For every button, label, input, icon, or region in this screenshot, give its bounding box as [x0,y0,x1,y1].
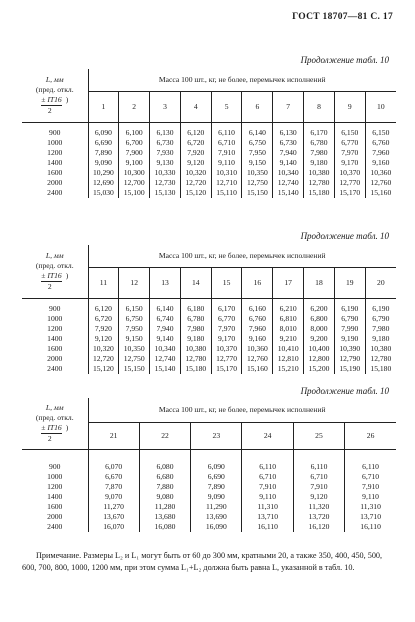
column-header: 4 [180,92,211,123]
mass-cell: 6,790 [334,314,365,324]
mass-cell: 6,780 [180,314,211,324]
column-header: 11 [88,268,119,299]
mass-cell: 6,130 [273,128,304,138]
mass-cell: 6,140 [150,304,181,314]
mass-cell: 6,760 [372,138,390,147]
mass-cell: 7,890 [88,148,119,158]
mass-cell: 13,690 [191,512,242,522]
length-cell: 1000 [22,138,88,148]
mass-cell: 9,180 [304,158,335,168]
mass-cell: 11,270 [88,502,139,512]
mass-cell: 15,150 [119,364,150,374]
table-row [22,492,396,502]
mass-cell: 10,350 [242,168,273,178]
column-header: 17 [273,268,304,299]
mass-cell: 15,140 [150,364,181,374]
mass-cell: 9,160 [242,334,273,344]
row-header-tolerance: (пред. откл. [35,412,74,422]
length-cell: 2400 [22,364,88,374]
length-cell: 900 [22,304,88,314]
length-cell: 1400 [22,334,88,344]
mass-cell: 10,290 [88,168,119,178]
length-cell: 1000 [22,314,88,324]
mass-cell: 9,210 [273,334,304,344]
mass-cell: 12,730 [150,178,181,188]
table-caption: Масса 100 шт., кг, не более, перемычек исполнений [88,69,396,92]
mass-cell: 12,760 [242,354,273,364]
table-row [22,178,396,188]
row-header-fraction-den: 2 [47,105,52,115]
mass-cell: 10,320 [180,168,211,178]
table-row [22,482,396,492]
mass-table-3 [22,398,396,532]
mass-cell: 6,130 [150,128,181,138]
mass-cell: 15,100 [119,188,150,198]
mass-cell: 9,150 [119,334,150,344]
row-header-fraction-num: ± IT16 [41,94,62,104]
mass-cell: 6,110 [242,462,293,472]
footnote: Примечание. Размеры L₂ и L₁ могут быть от 60 до 300 мм, кратными 20, а также 350, 400, 450, 500, 600, 700, 800, 1000, 1200 мм, при этом сумма L₁+L₂ должна быть равна L, указанной в табл. 10. [22,551,383,572]
mass-cell: 6,750 [119,314,150,324]
length-cell: 1200 [22,324,88,334]
length-cell: 900 [22,128,88,138]
mass-cell: 10,350 [119,344,150,354]
table-row [22,188,396,198]
mass-cell: 12,750 [119,354,150,364]
row-header-close-paren: ) [65,94,69,104]
mass-cell: 7,900 [119,148,150,158]
mass-cell: 6,770 [334,138,365,148]
mass-cell: 12,720 [88,354,119,364]
table-row [22,512,396,522]
mass-cell: 16,070 [88,522,139,532]
table-row [22,304,396,314]
mass-cell: 9,200 [304,334,335,344]
mass-cell: 7,980 [372,324,390,333]
mass-cell: 7,960 [372,148,390,157]
column-header: 16 [242,268,273,299]
mass-cell: 12,760 [370,178,392,187]
mass-cell: 15,140 [273,188,304,198]
mass-cell: 6,190 [334,304,365,314]
mass-cell: 9,110 [362,492,379,501]
table-row [22,158,396,168]
mass-cell: 6,170 [211,304,242,314]
mass-cell: 16,080 [139,522,190,532]
mass-cell: 9,140 [273,158,304,168]
mass-cell: 11,320 [293,502,344,512]
table-row [22,138,396,148]
mass-cell: 15,120 [88,364,119,374]
column-header: 12 [119,268,150,299]
mass-cell: 7,910 [362,482,380,491]
mass-cell: 7,930 [150,148,181,158]
mass-cell: 10,400 [304,344,335,354]
mass-cell: 15,180 [370,364,392,373]
mass-cell: 6,710 [211,138,242,148]
mass-cell: 7,950 [242,148,273,158]
table-row [22,462,396,472]
length-cell: 1200 [22,482,88,492]
mass-cell: 15,180 [304,188,335,198]
length-cell: 1400 [22,158,88,168]
length-cell: 900 [22,462,88,472]
mass-cell: 6,810 [273,314,304,324]
mass-cell: 7,920 [88,324,119,334]
mass-cell: 6,710 [362,472,380,481]
mass-cell: 9,170 [334,158,365,168]
column-header: 25 [293,423,344,450]
mass-cell: 6,800 [304,314,335,324]
mass-cell: 10,360 [370,168,392,177]
row-header-l: L, мм [45,402,64,412]
mass-cell: 6,210 [273,304,304,314]
row-header-fraction-den: 2 [47,281,52,291]
table-row [22,168,396,178]
column-header: 7 [273,92,304,123]
mass-cell: 6,070 [88,462,139,472]
mass-cell: 6,120 [88,304,119,314]
mass-cell: 12,770 [211,354,242,364]
row-header-fraction-den: 2 [47,433,52,443]
row-header-tolerance: (пред. откл. [35,260,74,270]
mass-cell: 15,150 [242,188,273,198]
mass-cell: 6,730 [150,138,181,148]
mass-cell: 6,150 [119,304,150,314]
mass-cell: 6,140 [242,128,273,138]
continuation-label-3: Продолжение табл. 10 [300,386,389,396]
row-header-cell [22,69,88,123]
column-header: 3 [150,92,181,123]
column-header: 2 [119,92,150,123]
mass-cell: 16,090 [191,522,242,532]
mass-cell: 6,790 [372,314,390,323]
mass-cell: 6,160 [242,304,273,314]
mass-cell: 9,070 [88,492,139,502]
mass-cell: 10,320 [88,344,119,354]
mass-cell: 10,380 [370,344,392,353]
mass-cell: 12,780 [304,178,335,188]
mass-cell: 7,870 [88,482,139,492]
length-cell: 2000 [22,512,88,522]
mass-cell: 6,720 [88,314,119,324]
mass-cell: 15,170 [334,188,365,198]
mass-cell: 13,680 [139,512,190,522]
mass-cell: 9,110 [211,158,242,168]
table-caption: Масса 100 шт., кг, не более, перемычек исполнений [88,245,396,268]
mass-cell: 10,390 [334,344,365,354]
row-header-fraction-num: ± IT16 [41,422,62,432]
mass-cell: 10,310 [211,168,242,178]
mass-cell: 10,340 [150,344,181,354]
mass-cell: 7,990 [334,324,365,334]
mass-cell: 15,030 [88,188,119,198]
mass-cell: 12,790 [334,354,365,364]
mass-cell: 9,140 [150,334,181,344]
mass-cell: 6,150 [334,128,365,138]
mass-cell: 7,910 [242,482,293,492]
mass-cell: 13,710 [360,512,382,521]
mass-cell: 6,110 [362,462,379,471]
mass-cell: 9,080 [139,492,190,502]
mass-cell: 13,670 [88,512,139,522]
length-cell: 1600 [22,502,88,512]
row-header-close-paren: ) [65,422,69,432]
column-header: 5 [211,92,242,123]
mass-cell: 9,180 [372,334,390,343]
mass-cell: 9,090 [191,492,242,502]
mass-cell: 8,000 [304,324,335,334]
row-header-l: L, мм [45,74,64,84]
column-header: 24 [242,423,293,450]
column-header: 18 [304,268,335,299]
table-row [22,364,396,374]
mass-cell: 12,710 [211,178,242,188]
length-cell: 2400 [22,522,88,532]
mass-cell: 7,970 [211,324,242,334]
mass-cell: 10,410 [273,344,304,354]
mass-cell: 12,690 [88,178,119,188]
mass-cell: 6,720 [180,138,211,148]
mass-cell: 6,730 [273,138,304,148]
mass-cell: 6,110 [211,128,242,138]
table-row [22,354,396,364]
table-row [22,314,396,324]
mass-cell: 10,370 [334,168,365,178]
mass-cell: 10,360 [242,344,273,354]
mass-cell: 6,710 [242,472,293,482]
mass-cell: 15,200 [304,364,335,374]
mass-cell: 9,180 [180,334,211,344]
mass-cell: 6,190 [372,304,390,313]
table-row [22,128,396,138]
mass-cell: 12,780 [370,354,392,363]
mass-cell: 6,150 [372,128,390,137]
mass-cell: 6,180 [180,304,211,314]
mass-cell: 12,780 [180,354,211,364]
mass-cell: 15,160 [242,364,273,374]
mass-cell: 6,090 [191,462,242,472]
mass-cell: 11,310 [242,502,293,512]
mass-table-1 [22,69,396,198]
length-cell: 1600 [22,344,88,354]
mass-cell: 15,120 [180,188,211,198]
mass-cell: 10,370 [211,344,242,354]
mass-cell: 6,740 [150,314,181,324]
mass-cell: 6,670 [88,472,139,482]
mass-cell: 7,950 [119,324,150,334]
mass-cell: 6,770 [211,314,242,324]
mass-cell: 12,700 [119,178,150,188]
table-row [22,502,396,512]
length-cell: 1600 [22,168,88,178]
column-header: 9 [334,92,365,123]
column-header: 1 [88,92,119,123]
mass-cell: 13,720 [293,512,344,522]
length-cell: 1000 [22,472,88,482]
mass-cell: 12,770 [334,178,365,188]
mass-cell: 9,190 [334,334,365,344]
table-row [22,334,396,344]
continuation-label-1: Продолжение табл. 10 [300,55,389,65]
mass-cell: 6,710 [293,472,344,482]
mass-cell: 16,110 [360,522,381,531]
mass-cell: 16,120 [293,522,344,532]
table-caption: Масса 100 шт., кг, не более, перемычек исполнений [88,398,396,423]
mass-cell: 7,970 [334,148,365,158]
mass-cell: 12,800 [304,354,335,364]
mass-cell: 7,910 [293,482,344,492]
mass-cell: 15,110 [211,188,242,198]
column-header: 21 [88,423,139,450]
mass-cell: 10,330 [150,168,181,178]
mass-cell: 6,780 [304,138,335,148]
table-row [22,324,396,334]
mass-cell: 6,120 [180,128,211,138]
column-header: 23 [191,423,242,450]
row-header-fraction-num: ± IT16 [41,270,62,280]
mass-cell: 9,160 [372,158,390,167]
mass-cell: 6,080 [139,462,190,472]
mass-cell: 9,120 [293,492,344,502]
length-cell: 2400 [22,188,88,198]
column-header: 20 [365,268,396,299]
mass-cell: 10,380 [304,168,335,178]
column-header: 6 [242,92,273,123]
mass-cell: 9,170 [211,334,242,344]
mass-cell: 7,920 [180,148,211,158]
mass-cell: 11,310 [360,502,381,511]
mass-cell: 7,910 [211,148,242,158]
mass-cell: 15,190 [334,364,365,374]
continuation-label-2: Продолжение табл. 10 [300,231,389,241]
mass-cell: 6,690 [191,472,242,482]
mass-cell: 6,750 [242,138,273,148]
mass-cell: 6,110 [293,462,344,472]
mass-cell: 7,940 [273,148,304,158]
table-row [22,472,396,482]
mass-cell: 7,980 [180,324,211,334]
length-cell: 1200 [22,148,88,158]
mass-cell: 6,090 [88,128,119,138]
table-row [22,522,396,532]
mass-cell: 9,100 [119,158,150,168]
mass-cell: 15,210 [273,364,304,374]
mass-cell: 9,110 [242,492,293,502]
length-cell: 2000 [22,354,88,364]
row-header-cell [22,398,88,450]
length-cell: 2000 [22,178,88,188]
mass-cell: 6,170 [304,128,335,138]
mass-cell: 9,130 [150,158,181,168]
mass-cell: 6,100 [119,128,150,138]
mass-cell: 7,960 [242,324,273,334]
mass-cell: 6,680 [139,472,190,482]
mass-cell: 6,690 [88,138,119,148]
column-header: 8 [304,92,335,123]
mass-cell: 10,300 [119,168,150,178]
mass-cell: 15,160 [370,188,392,197]
table-row [22,344,396,354]
mass-cell: 6,700 [119,138,150,148]
mass-cell: 12,740 [273,178,304,188]
mass-cell: 12,810 [273,354,304,364]
mass-cell: 6,200 [304,304,335,314]
mass-cell: 15,130 [150,188,181,198]
column-header: 19 [334,268,365,299]
mass-cell: 15,170 [211,364,242,374]
row-header-cell [22,245,88,299]
row-header-close-paren: ) [65,270,69,280]
mass-cell: 11,290 [191,502,242,512]
mass-cell: 15,180 [180,364,211,374]
mass-cell: 16,110 [242,522,293,532]
mass-cell: 12,750 [242,178,273,188]
mass-cell: 7,980 [304,148,335,158]
column-header: 15 [211,268,242,299]
row-header-tolerance: (пред. откл. [35,84,74,94]
mass-cell: 9,120 [180,158,211,168]
mass-cell: 9,120 [88,334,119,344]
length-cell: 1400 [22,492,88,502]
row-header-l: L, мм [45,250,64,260]
mass-cell: 10,380 [180,344,211,354]
page-header: ГОСТ 18707—81 С. 17 [292,12,393,22]
table-row [22,148,396,158]
mass-cell: 9,150 [242,158,273,168]
mass-cell: 12,720 [180,178,211,188]
mass-cell: 11,280 [139,502,190,512]
mass-cell: 10,340 [273,168,304,178]
column-header: 10 [365,92,396,123]
column-header: 13 [150,268,181,299]
mass-cell: 13,710 [242,512,293,522]
mass-cell: 7,890 [191,482,242,492]
mass-cell: 7,880 [139,482,190,492]
mass-cell: 8,010 [273,324,304,334]
column-header: 22 [139,423,190,450]
mass-cell: 9,090 [88,158,119,168]
column-header: 26 [345,423,396,450]
mass-cell: 12,740 [150,354,181,364]
column-header: 14 [180,268,211,299]
mass-cell: 6,760 [242,314,273,324]
mass-cell: 7,940 [150,324,181,334]
mass-table-2 [22,245,396,374]
